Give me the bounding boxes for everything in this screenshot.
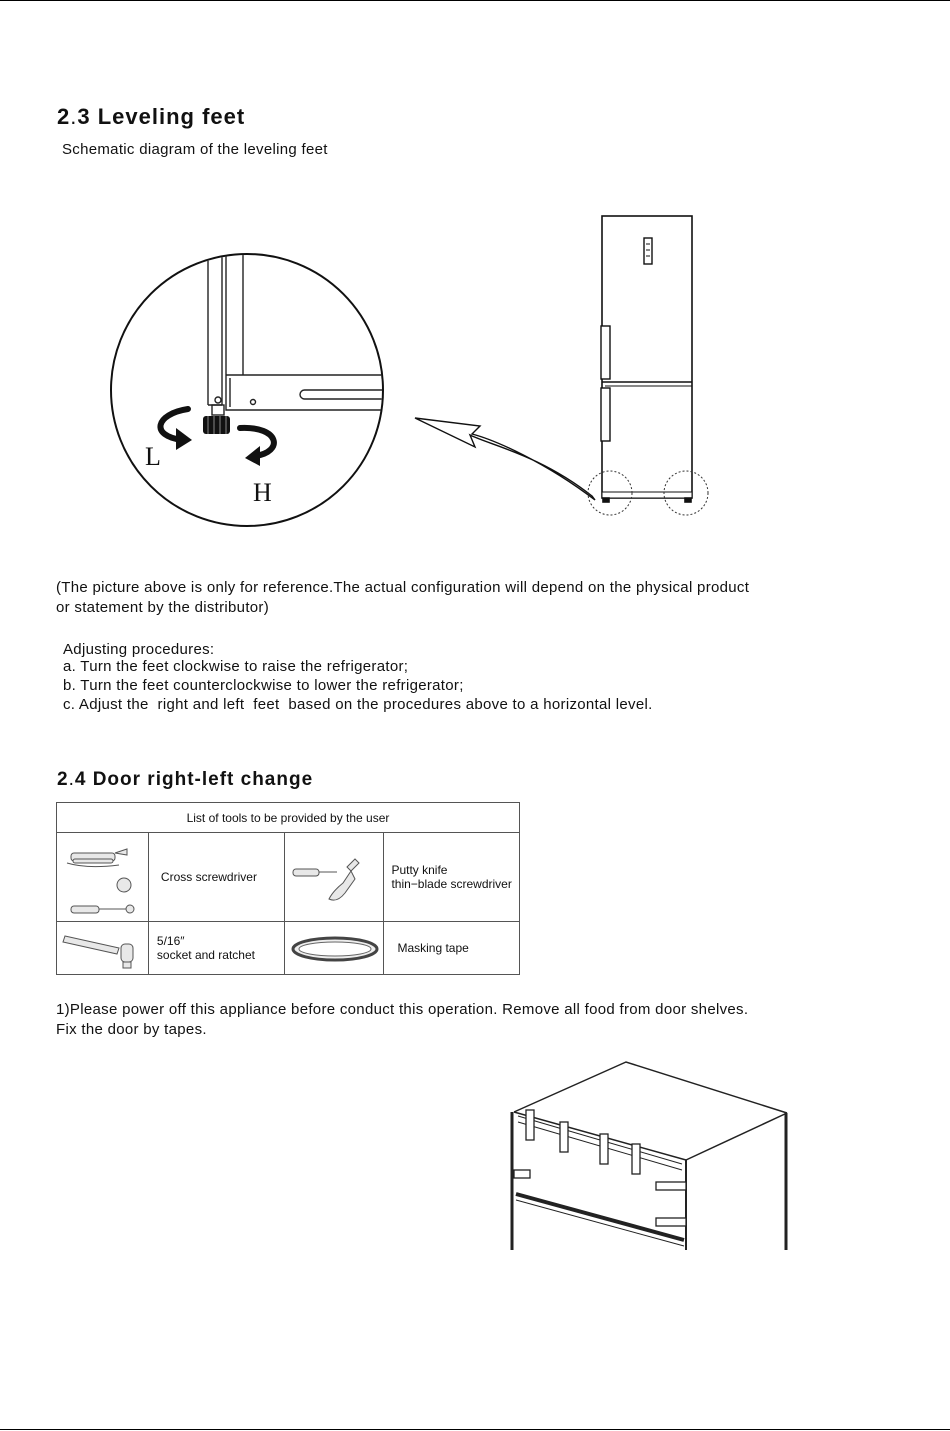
cross-screwdriver-label: Cross screwdriver	[160, 870, 257, 884]
masking-tape-cell	[285, 922, 384, 975]
diagram-subtitle: Schematic diagram of the leveling feet	[62, 141, 328, 158]
heading-number: 2	[57, 769, 69, 790]
socket-ratchet-cell	[148, 922, 285, 975]
procedure-step-a: a. Turn the feet clockwise to raise the refrigerator;	[63, 658, 409, 675]
heading-title: 4 Door right-left change	[74, 769, 314, 790]
top-rule	[0, 0, 950, 1]
tools-table-caption: List of tools to be provided by the user	[57, 803, 520, 833]
bottom-rule	[0, 1429, 950, 1430]
section-heading-2-3	[57, 104, 245, 130]
procedure-step-c: c. Adjust the right and left feet based on the procedures above to a horizontal level.	[63, 696, 653, 713]
cross-screwdriver-cell	[148, 833, 285, 922]
reference-note-line-1: (The picture above is only for reference.The actual configuration will depend on the physical product	[56, 579, 750, 596]
heading-title: 3 Leveling feet	[77, 104, 246, 129]
foot-knob-icon	[203, 416, 230, 434]
heading-dot: .	[68, 769, 75, 790]
pointer-arrow	[415, 418, 595, 500]
screwdriver-set-cell	[57, 833, 149, 922]
putty-knife-icon	[285, 833, 383, 921]
tape-roll-icon	[285, 922, 383, 974]
socket-ratchet-label: socket and ratchet	[156, 948, 255, 962]
step1-line-1: 1)Please power off this appliance before conduct this operation. Remove all food from door shelves.	[56, 1001, 749, 1018]
putty-knife-cell	[285, 833, 384, 922]
procedure-step-b: b. Turn the feet counterclockwise to lower the refrigerator;	[63, 677, 464, 694]
putty-knife-label: Putty knife	[391, 863, 448, 877]
reference-note-line-2: or statement by the distributor)	[56, 599, 270, 616]
tape-strips	[514, 1110, 686, 1226]
socket-wrench-icon	[57, 922, 147, 974]
socket-size-label: 5/16″	[156, 934, 185, 948]
tools-table	[56, 802, 520, 975]
screwdriver-set-icon	[57, 833, 147, 921]
putty-knife-text-cell	[384, 833, 520, 922]
thin-blade-screwdriver-label: thin−blade screwdriver	[391, 877, 512, 891]
label-h: H	[253, 478, 272, 507]
magnified-foot-view	[111, 250, 410, 526]
masking-tape-label: Masking tape	[397, 941, 469, 955]
refrigerator-illustration	[588, 216, 708, 515]
heading-number: 2	[57, 104, 71, 129]
step1-line-2: Fix the door by tapes.	[56, 1021, 207, 1038]
label-l: L	[145, 442, 161, 471]
taped-door-illustration	[500, 1050, 800, 1255]
socket-wrench-cell	[57, 922, 149, 975]
heading-dot: .	[70, 104, 78, 129]
section-heading-2-4	[57, 769, 313, 791]
procedures-heading: Adjusting procedures:	[63, 641, 215, 658]
masking-tape-text-cell	[384, 922, 520, 975]
leveling-feet-diagram	[100, 200, 740, 545]
